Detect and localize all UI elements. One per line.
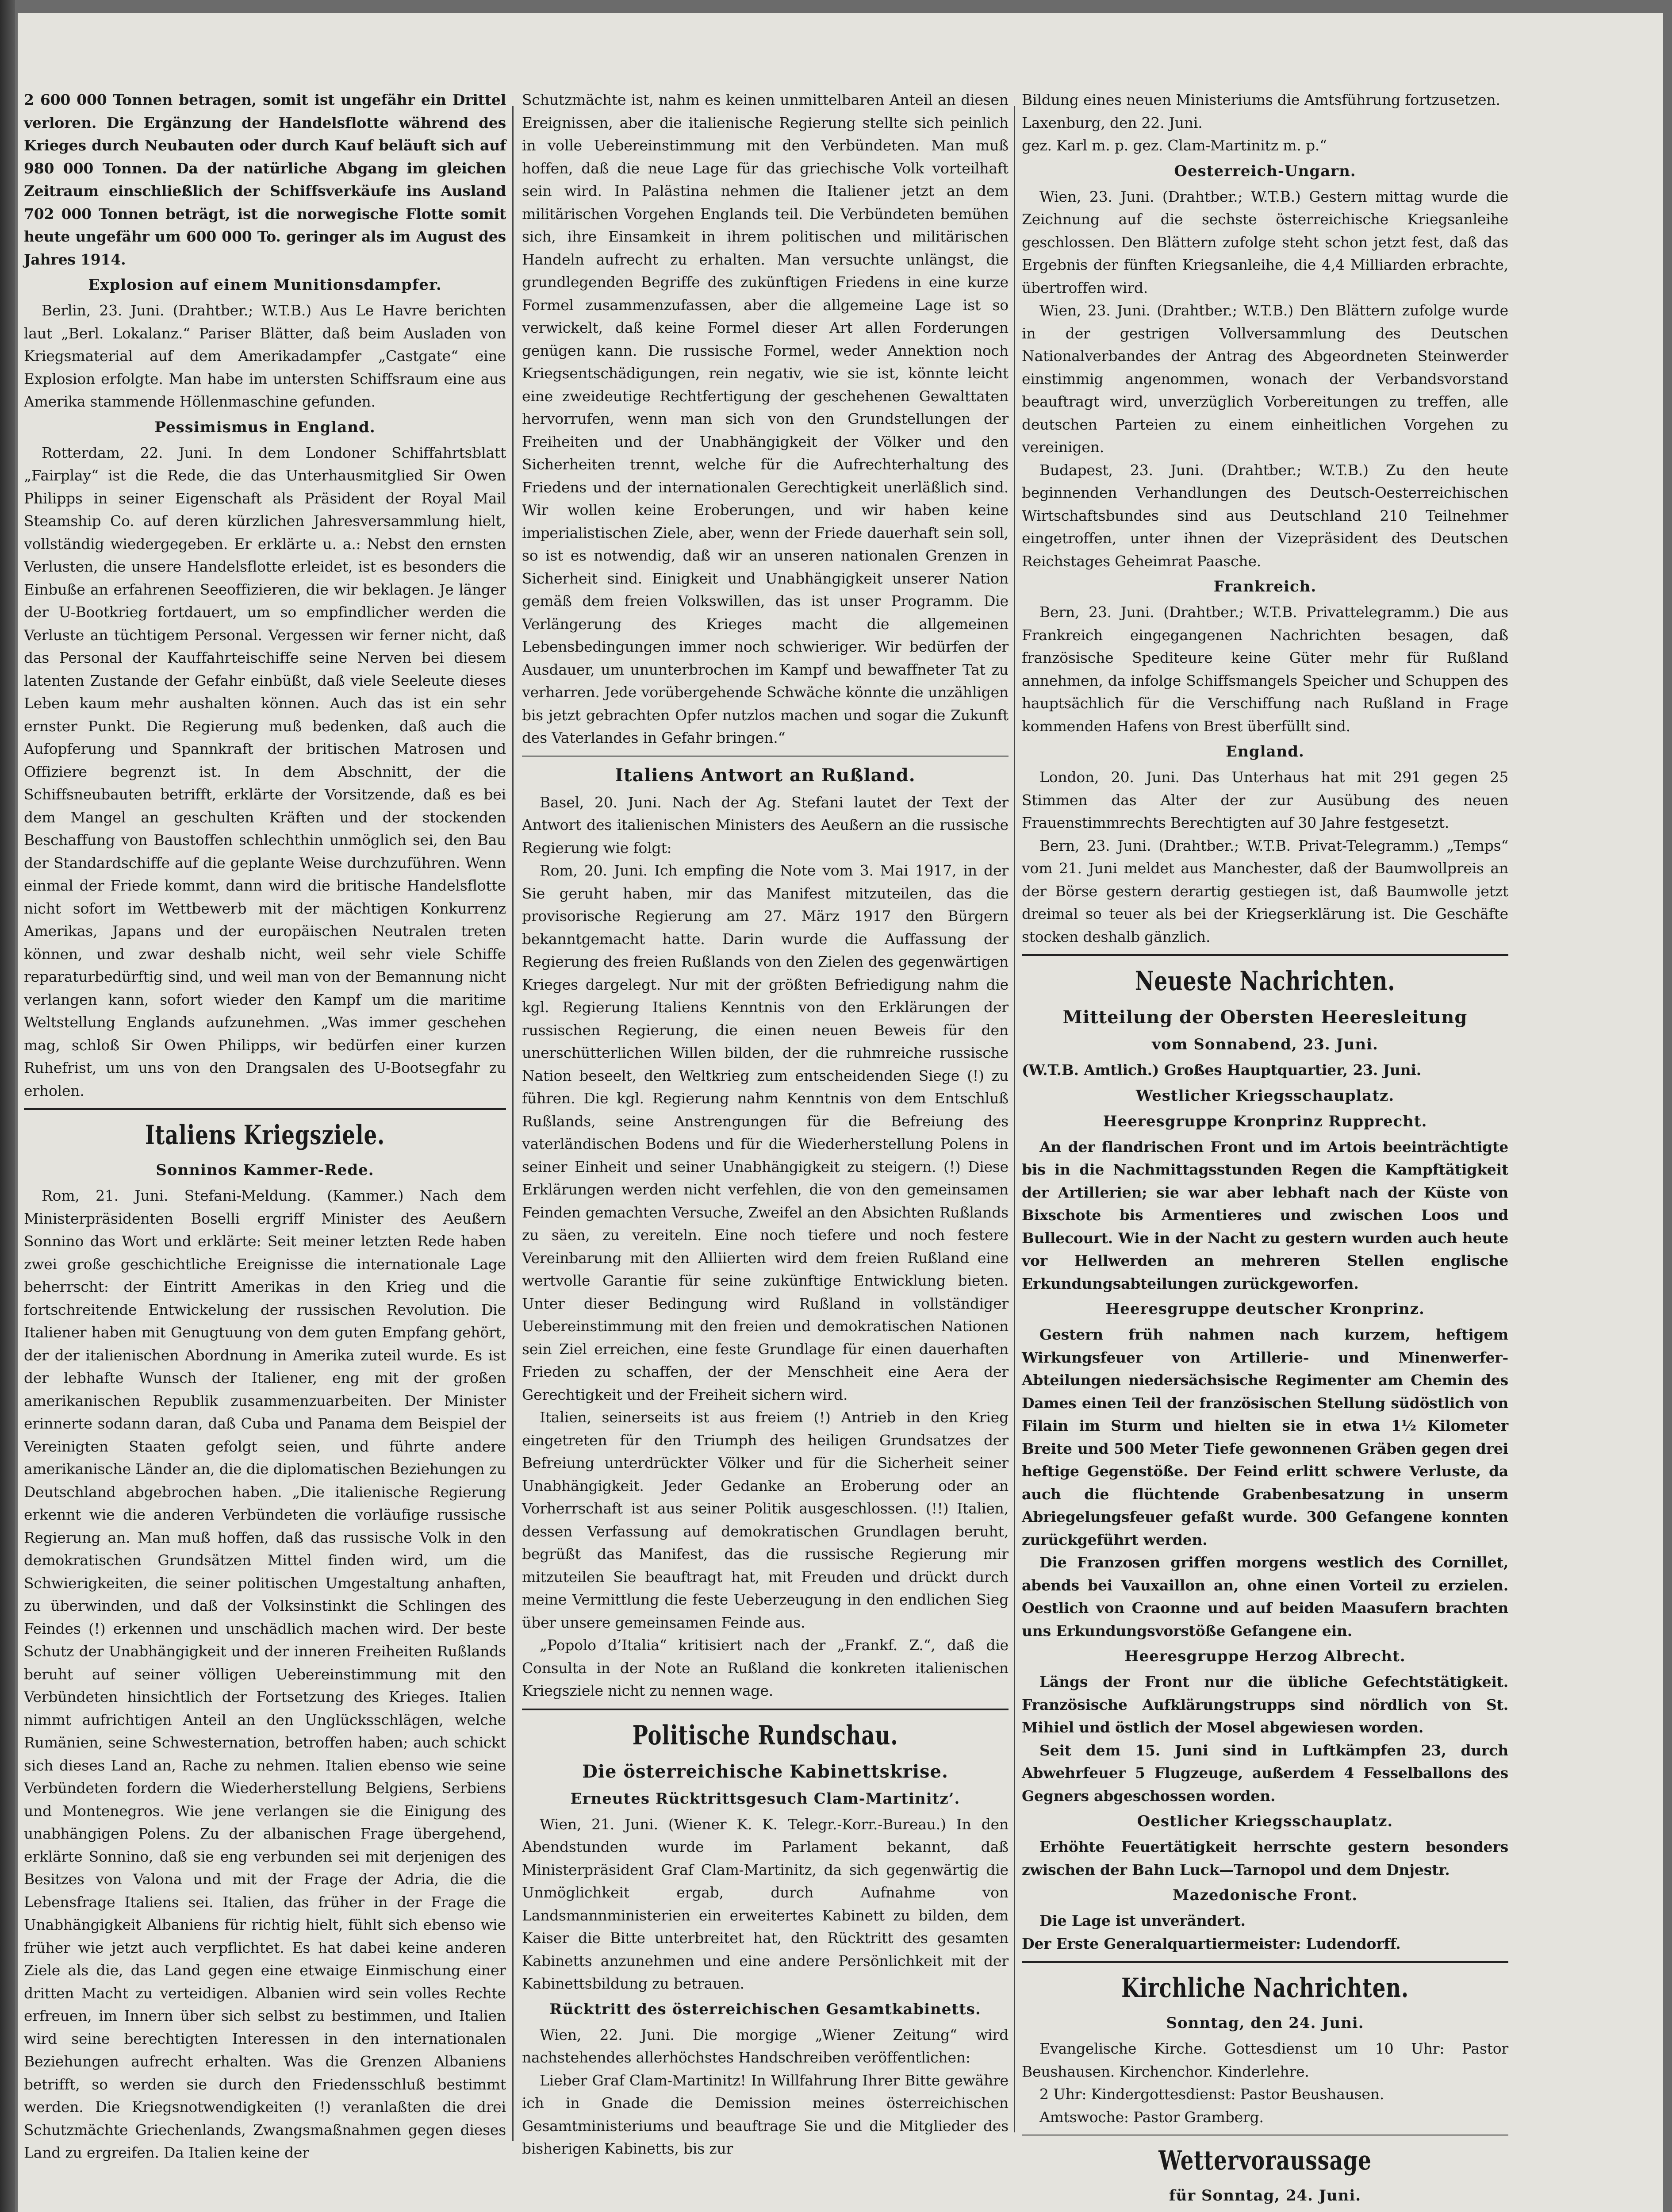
subheading-ruecktrittsgesuch: Erneutes Rücktrittsgesuch Clam-Martinitz’.	[570, 1790, 960, 1808]
article-paragraph: Schutzmächte ist, nahm es keinen unmittelbaren Anteil an diesen Ereignissen, aber die italienische Regierung stellte sich peinlich in volle Uebereinstimmung mit den Verbündeten. Man muß hoffen, daß die neue Lage für das griechische Volk vorteilhaft sein wird. In Palästina nehmen die Italiener jetzt an dem militärischen Vorgehen Englands teil. Die Verbündeten bemühen sich, ihre Einsamkeit in ihrem politischen und militärischen Handeln aufrecht zu erhalten. Man versuchte unlängst, die grundlegenden Begriffe des zukünftigen Friedens in eine kurze Formel zusammenzufassen, aber die allgemeine Lage ist so verwickelt, daß keine Formel dieser Art allen Forderungen genügen kann. Die russische Formel, weder Annektion noch Kriegsentschädigungen, rein negativ, wie sie ist, könnte leicht eine zweideutige Rechtfertigung der geschehenen Gewalttaten hervorrufen, wenn man sich von den Grundstellungen der Freiheiten und der Unabhängigkeit der Völker und den Sicherheiten trennt, welche für die Aufrechterhaltung des Friedens und der internationalen Gerechtigkeit unerläßlich sind. Wir wollen keine Eroberungen, und wir haben keine imperialistischen Ziele, aber, wenn der Friede dauerhaft sein soll, so ist es notwendig, daß wir an unseren nationalen Grenzen in Sicherheit sind. Einigkeit und Unabhängigkeit unserer Nation gemäß dem freien Volkswillen, das ist unser Programm. Die Verlängerung des Krieges macht die allgemeinen Lebensbedingungen immer noch schwieriger. Wir bedürfen der Ausdauer, um ununterbrochen im Kampf und bewaffneter Tat zu verharren. Jede vorübergehende Schwäche könnte die unzähligen bis jetzt gebrachten Opfer nutzlos machen und sogar die Zukunft des Vaterlandes in Gefahr bringen.“	[522, 91, 1009, 746]
section-divider	[1022, 1961, 1508, 1963]
dateline: Laxenburg, den 22. Juni.	[1022, 114, 1203, 131]
report-signature: Der Erste Generalquartiermeister: Ludendorff.	[1022, 1935, 1401, 1952]
column-rule-2	[1014, 106, 1015, 2132]
heading-explosion: Explosion auf einem Munitionsdampfer.	[88, 276, 442, 294]
article-paragraph: Gestern früh nahmen nach kurzem, heftigem Wirkungsfeuer von Artillerie- und Minenwerfer-Abteilungen niedersächsische Regimenter am Chemin des Dames einen Teil der französischen Stellung südöstlich von Filain im Sturm und hielten sie in etwa 1½ Kilometer Breite und 500 Meter Tiefe gewonnenen Gräben gegen drei heftige Gegenstöße. Der Feind erlitt schwere Verluste, da auch die flüchtende Grabenbesatzung in unserm Abriegelungsfeuer gefaßt wurde. 300 Gefangene konnten zurückgeführt werden.	[1022, 1326, 1508, 1548]
article-paragraph: Erhöhte Feuertätigkeit herrschte gestern besonders zwischen der Bahn Luck—Tarnopol und dem Dnjestr.	[1022, 1838, 1508, 1878]
heading-england: England.	[1226, 743, 1304, 760]
newspaper-page	[18, 13, 1663, 2212]
heading-westlicher-kriegsschauplatz: Westlicher Kriegsschauplatz.	[1135, 1087, 1395, 1105]
church-date: Sonntag, den 24. Juni.	[1166, 2014, 1364, 2032]
heading-heeresgruppe-albrecht: Heeresgruppe Herzog Albrecht.	[1124, 1647, 1406, 1665]
heading-oestlicher-kriegsschauplatz: Oestlicher Kriegsschauplatz.	[1137, 1813, 1393, 1830]
heading-pessimismus: Pessimismus in England.	[154, 418, 376, 436]
article-paragraph: Rom, 21. Juni. Stefani-Meldung. (Kammer.) Nach dem Ministerpräsidenten Boselli ergriff Minister des Aeußern Sonnino das Wort und erklärte: Seit meiner letzten Rede haben zwei große geschichtliche Ereignisse die internationale Lage beherrscht: der Eintritt Amerikas in den Krieg und die fortschreitende Entwickelung der russischen Revolution. Die Italiener haben mit Genugtuung von dem guten Empfang gehört, der der italienischen Abordnung in Amerika zuteil wurde. Es ist der lebhafte Wunsch der Italiener, eng mit der großen amerikanischen Republik zusammenzuarbeiten. Der Minister erinnerte sodann daran, daß Cuba und Panama dem Beispiel der Vereinigten Staaten gefolgt seien, und führte andere amerikanische Länder an, die die diplomatischen Beziehungen zu Deutschland abgebrochen haben. „Die italienische Regierung erkennt wie die anderen Verbündeten die vorläufige russische Regierung an. Man muß hoffen, daß das russische Volk in den demokratischen Grundsätzen Mittel finden wird, um die Schwierigkeiten, die seiner politischen Umgestaltung anhaften, zu überwinden, und daß der Volksinstinkt die Schlingen des Feindes (!) erkennen und unschädlich machen wird. Der beste Schutz der Unabhängigkeit und der inneren Freiheiten Rußlands beruht auf seiner völligen Uebereinstimmung mit den Verbündeten hinsichtlich der Fortsetzung des Krieges. Italien nimmt aufrichtigen Anteil an den Unglücksschlägen, welche Rumänien, seine Schwesternation, betroffen haben; auch schickt sich dieses Land an, Rache zu nehmen. Italien ebenso wie seine Verbündeten fordern die Wiederherstellung Belgiens, Serbiens und Montenegros. Wie jene verlangen sie die Einigung des unabhängigen Polens. Zu der albanischen Frage übergehend, erklärte Sonnino, daß sie eng verbunden sei mit derjenigen des Besitzes von Valona und mit der Frage der Adria, die die Lebensfrage Italiens sei. Italien, das früher in der Frage die Unabhängigkeit Albaniens für richtig hielt, fühlt sich ebenso wie früher wie jetzt auch verpflichtet. Es hat dabei keine anderen Ziele als die, das Land gegen eine etwaige Einmischung einer dritten Macht zu verteidigen. Albanien wird sein volles Rechte erfreuen, im Innern über sich selbst zu bestimmen, und Italien wird seine berechtigten Interessen in den internationalen Beziehungen aufrecht erhalten. Was die Grenzen Albaniens betrifft, so werden sie durch den Friedensschluß bestimmt werden. Die Kriegsnotwendigkeiten (!) veranlaßten die drei Schutzmächte Griechenlands, Zwangsmaßnahmen gegen dieses Land zu ergreifen. Da Italien keine der	[24, 1187, 506, 2161]
section-divider	[522, 756, 1009, 757]
church-line: Evangelische Kirche. Gottesdienst um 10 Uhr: Pastor Beushausen. Kirchenchor. Kinderlehre.	[1022, 2040, 1508, 2080]
article-paragraph: London, 20. Juni. Das Unterhaus hat mit 291 gegen 25 Stimmen das Alter der zur Ausübung des neuen Frauenstimmrechts Berechtigten auf 30 Jahre festgesetzt.	[1022, 768, 1508, 831]
subheading-sonnino: Sonninos Kammer-Rede.	[156, 1161, 374, 1179]
heading-neueste-nachrichten: Neueste Nachrichten.	[1135, 966, 1396, 997]
heading-oesterreich-ungarn: Oesterreich-Ungarn.	[1174, 162, 1356, 180]
subheading-oberste-heeresleitung: Mitteilung der Obersten Heeresleitung	[1062, 1007, 1468, 1028]
heading-heeresgruppe-kronprinz: Heeresgruppe deutscher Kronprinz.	[1105, 1300, 1425, 1318]
subheading-ruecktritt: Rücktritt des österreichischen Gesamtkabinetts.	[549, 2000, 981, 2018]
article-paragraph: Basel, 20. Juni. Nach der Ag. Stefani lautet der Text der Antwort des italienischen Ministers des Aeußern an die russische Regierung wie folgt:	[522, 793, 1009, 856]
article-paragraph: Rotterdam, 22. Juni. In dem Londoner Schiffahrtsblatt „Fairplay“ ist die Rede, die das Unterhausmitglied Sir Owen Philipps in seiner Eigenschaft als Präsident der Royal Mail Steamship Co. auf deren kürzlichen Jahresversammlung hielt, vollständig wiedergegeben. Er erklärte u. a.: Nebst den ernsten Verlusten, die unsere Handelsflotte erleidet, ist es besonders die Einbuße an erfahrenen Seeoffizieren, die wir beklagen. Je länger der U-Bootkrieg fortdauert, um so empfindlicher werden die Verluste an tüchtigem Personal. Vergessen wir ferner nicht, daß das Personal der Kauffahrteischiffe seine Nerven bei diesem latenten Zustande der Gefahr einbüßt, daß viele Seeleute dieses Leben kaum mehr aushalten können. Auch das ist ein sehr ernster Punkt. Die Regierung muß bedenken, daß auch die Aufopferung und Spannkraft der britischen Matrosen und Offiziere begrenzt ist. In dem Abschnitt, der die Schiffsneubauten betrifft, erklärte der Vorsitzende, daß es bei dem Mangel an geschulten Kräften und der stockenden Beschaffung von Baustoffen schlechthin unmöglich sei, den Bau der Standardschiffe auf die geplante Weise durchzuführen. Wenn einmal der Friede kommt, dann wird die britische Handelsflotte nicht sofort im Wettbewerb mit der mächtigen Konkurrenz Amerikas, Japans und der europäischen Neutralen treten können, und zwar deshalb nicht, weil sehr viele Schiffe reparaturbedürftig sind, und weil man von der Bemannung nicht verlangen kann, sofort wieder den Kampf um die maritime Weltstellung Englands aufzunehmen. „Was immer geschehen mag, schloß Sir Owen Philipps, wir bedürfen einer kurzen Ruhefrist, um uns von den Drangsalen des U-Bootsegfahr zu erholen.	[24, 444, 506, 1099]
column-rule-1	[512, 106, 514, 2141]
article-paragraph: Wien, 23. Juni. (Drahtber.; W.T.B.) Den Blättern zufolge wurde in der gestrigen Vollversammlung des Deutschen Nationalverbandes der Antrag des Abgeordneten Steinwerder einstimmig angenommen, wonach der Verbandsvorstand beauftragt wird, unverzüglich Vorbereitungen zu treffen, alle deutschen Parteien zu einem einheitlichen Vorgehen zu vereinigen.	[1022, 302, 1508, 456]
section-divider	[1022, 954, 1508, 956]
heading-frankreich: Frankreich.	[1213, 578, 1317, 595]
column-middle	[522, 88, 1009, 2157]
page-binding-edge	[0, 0, 15, 2212]
heading-antwort: Italiens Antwort an Rußland.	[615, 764, 916, 786]
article-paragraph: Seit dem 15. Juni sind in Luftkämpfen 23, durch Abwehrfeuer 5 Flugzeuge, außerdem 4 Fesselballons des Gegners abgeschossen worden.	[1022, 1741, 1508, 1805]
subheading-kabinettskrise: Die österreichische Kabinettskrise.	[582, 1761, 948, 1782]
article-paragraph: Bern, 23. Juni. (Drahtber.; W.T.B. Privat-Telegramm.) „Temps“ vom 21. Juni meldet aus Manchester, daß der Baumwollpreis an der Börse gestern derartig gestiegen ist, daß Baumwolle jetzt dreimal so teuer als bei der Kriegserklärung ist. Die Geschäfte stocken deshalb gänzlich.	[1022, 837, 1508, 945]
report-hq-line: (W.T.B. Amtlich.) Großes Hauptquartier, 23. Juni.	[1022, 1061, 1422, 1079]
column-right	[1022, 88, 1508, 2204]
article-paragraph: Wien, 23. Juni. (Drahtber.; W.T.B.) Gestern mittag wurde die Zeichnung auf die sechste österreichische Kriegsanleihe geschlossen. Den Blättern zufolge steht schon jetzt fest, daß das Ergebnis der fünften Kriegsanleihe, die 4,4 Milliarden erbrachte, übertroffen wird.	[1022, 188, 1508, 296]
article-intro: 2 600 000 Tonnen betragen, somit ist ungefähr ein Drittel verloren. Die Ergänzung der Handelsflotte während des Krieges durch Neubauten oder durch Kauf beläuft sich auf 980 000 Tonnen. Da der natürliche Abgang im gleichen Zeitraum einschließlich der Schiffsverkäufe ins Ausland 702 000 Tonnen beträgt, ist die norwegische Flotte somit heute ungefähr um 600 000 To. geringer als im August des Jahres 1914.	[24, 91, 506, 268]
heading-wettervoraussage: Wettervoraussage	[1158, 2145, 1372, 2176]
article-paragraph: Lieber Graf Clam-Martinitz! In Willfahrung Ihrer Bitte gewähre ich in Gnade die Demission meines österreichischen Gesamtministeriums und beauftrage Sie und die Mitglieder des bisherigen Kabinetts, bis zur	[522, 2071, 1009, 2157]
heading-heeresgruppe-rupprecht: Heeresgruppe Kronprinz Rupprecht.	[1103, 1112, 1427, 1130]
article-paragraph: Bern, 23. Juni. (Drahtber.; W.T.B. Privattelegramm.) Die aus Frankreich eingegangenen Nachrichten besagen, daß französische Spediteure keine Güter mehr für Rußland annehmen, da infolge Schiffsmangels Speicher und Schuppen des hauptsächlich für die Verschiffung nach Rußland in Frage kommenden Hafens von Brest überfüllt sind.	[1022, 603, 1508, 735]
heading-kirchliche-nachrichten: Kirchliche Nachrichten.	[1121, 1973, 1409, 2004]
article-paragraph: Längs der Front nur die übliche Gefechtstätigkeit. Französische Aufklärungstrupps sind nördlich von St. Mihiel und östlich der Mosel abgewiesen worden.	[1022, 1673, 1508, 1736]
article-paragraph: Rom, 20. Juni. Ich empfing die Note vom 3. Mai 1917, in der Sie geruht haben, mir das Manifest mitzuteilen, das die provisorische Regierung am 27. März 1917 den Bürgern bekanntgemacht hatte. Darin wurde die Auffassung der Regierung des freien Rußlands von den Zielen des gegenwärtigen Krieges dargelegt. Nur mit der größten Befriedigung nahm die kgl. Regierung Italiens Kenntnis von den Erklärungen der russischen Regierung, die einen neuen Beweis für den unerschütterlichen Willen bilden, der die ruhmreiche russische Nation beseelt, den Weltkrieg zum entscheidenden Siege (!) zu führen. Die kgl. Regierung nahm Kenntnis von dem Entschluß Rußlands, seine Anstrengungen für die Befreiung des vaterländischen Bodens und für die Wiederherstellung Polens in seiner Einheit und seiner Unabhängigkeit zu steigern. (!) Diese Erklärungen werden nicht verfehlen, die von den gemeinsamen Feinden gemachten Versuche, Zweifel an den Absichten Rußlands zu säen, zu vereiteln. Eine noch tiefere und noch festere Vereinbarung mit den Alliierten wird dem freien Rußland eine wertvolle Garantie für seine zukünftige Entwicklung bieten. Unter dieser Bedingung wird Rußland in vollständiger Uebereinstimmung mit den freien und demokratischen Nationen sein Ziel erreichen, eine feste Grundlage für einen dauerhaften Frieden zu schaffen, der der Menschheit eine Aera der Gerechtigkeit und der Freiheit sichern wird.	[522, 862, 1009, 1403]
article-paragraph: Berlin, 23. Juni. (Drahtber.; W.T.B.) Aus Le Havre berichten laut „Berl. Lokalanz.“ Pariser Blätter, daß beim Ausladen von Kriegsmaterial auf dem Amerikadampfer „Castgate“ eine Explosion erfolgte. Man habe im untersten Schiffsraum eine aus Amerika stammende Höllenmaschine gefunden.	[24, 302, 506, 410]
weather-text	[1022, 2210, 1508, 2212]
column-left	[24, 88, 506, 2161]
report-date: vom Sonnabend, 23. Juni.	[1152, 1036, 1378, 1053]
article-paragraph: An der flandrischen Front und im Artois beeinträchtigte bis in die Nachmittagsstunden Regen die Kampftätigkeit der Artillerien; sie war aber lebhaft nach der Küste von Bixschote bis Armentieres und zwischen Loos und Bullecourt. Wie in der Nacht zu gestern wurden auch heute vor Hellwerden an mehreren Stellen englische Erkundungsabteilungen zurückgeworfen.	[1022, 1138, 1508, 1292]
church-line: 2 Uhr: Kindergottesdienst: Pastor Beushausen.	[1039, 2085, 1384, 2103]
article-paragraph: Die Franzosen griffen morgens westlich des Cornillet, abends bei Vauxaillon an, ohne einen Vorteil zu erzielen. Oestlich von Craonne und auf beiden Maasufern brachten uns Erkundungsvorstöße Gefangene ein.	[1022, 1554, 1508, 1640]
article-paragraph: Budapest, 23. Juni. (Drahtber.; W.T.B.) Zu den heute beginnenden Verhandlungen des Deutsch-Oesterreichischen Wirtschaftsbundes sind aus Deutschland 210 Teilnehmer eingetroffen, unter ihnen der Vizepräsident des Deutschen Reichstages Geheimrat Paasche.	[1022, 461, 1508, 570]
heading-politische-rundschau: Politische Rundschau.	[632, 1720, 898, 1751]
article-paragraph: Wien, 22. Juni. Die morgige „Wiener Zeitung“ wird nachstehendes allerhöchstes Handschreiben veröffentlichen:	[522, 2026, 1009, 2066]
heading-mazedonische-front: Mazedonische Front.	[1172, 1886, 1358, 1904]
church-line: Amtswoche: Pastor Gramberg.	[1039, 2108, 1264, 2126]
article-paragraph: Wien, 21. Juni. (Wiener K. K. Telegr.-Korr.-Bureau.) In den Abendstunden wurde im Parlament bekannt, daß Ministerpräsident Graf Clam-Martinitz, da sich gegenwärtig die Unmöglichkeit ergab, durch Aufnahme von Landsmannministerien ein erweitertes Kabinett zu bilden, dem Kaiser die Bitte unterbreitet hat, den Rücktritt des gesamten Kabinetts anzunehmen und eine andere Persönlichkeit mit der Kabinettsbildung zu betrauen.	[522, 1815, 1009, 1992]
section-divider	[24, 1108, 506, 1110]
signature: gez. Karl m. p. gez. Clam-Martinitz m. p.“	[1022, 137, 1327, 154]
heading-italiens-kriegsziele: Italiens Kriegsziele.	[145, 1120, 385, 1151]
article-paragraph: Bildung eines neuen Ministeriums die Amtsführung fortzusetzen.	[1022, 91, 1500, 108]
weather-date: für Sonntag, 24. Juni.	[1169, 2187, 1361, 2204]
article-paragraph: Die Lage ist unverändert.	[1039, 1912, 1246, 1929]
article-paragraph: Italien, seinerseits ist aus freiem (!) Antrieb in den Krieg eingetreten für den Triumph des heiligen Grundsatzes der Befreiung unterdrückter Völker und für die Sicherheit seiner Unabhängigkeit. Jeder Gedanke an Eroberung oder an Vorherrschaft ist aus seiner Politik ausgeschlossen. (!!) Italien, dessen Verfassung auf demokratischen Grundlagen beruht, begrüßt das Manifest, das die russische Regierung mir mitzuteilen Sie beauftragt hat, mit Freuden und drückt durch meine Vermittlung die feste Ueberzeugung in den endlichen Sieg über unsere gemeinsamen Feinde aus.	[522, 1409, 1009, 1631]
section-divider	[522, 1709, 1009, 1710]
article-paragraph: „Popolo d’Italia“ kritisiert nach der „Frankf. Z.“, daß die Consulta in der Note an Rußland die konkreten italienischen Kriegsziele nicht zu nennen wage.	[522, 1636, 1009, 1699]
